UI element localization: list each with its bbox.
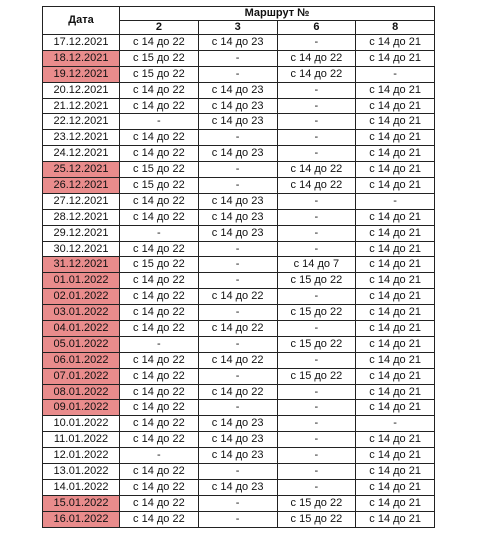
route-6-time-cell: с 15 до 22 — [277, 336, 356, 352]
route-2-time-cell: - — [120, 114, 199, 130]
date-cell: 29.12.2021 — [43, 225, 120, 241]
date-cell: 04.01.2022 — [43, 321, 120, 337]
table-row — [43, 66, 435, 82]
date-cell: 21.12.2021 — [43, 98, 120, 114]
route-6-time-cell: с 14 до 7 — [277, 257, 356, 273]
route-3-time-cell: с 14 до 23 — [198, 209, 277, 225]
route-2-time-cell: с 14 до 22 — [120, 432, 199, 448]
route-6-time-cell: с 14 до 22 — [277, 66, 356, 82]
route-3-time-cell: - — [198, 162, 277, 178]
route-3-time-cell: с 14 до 23 — [198, 432, 277, 448]
route-6-time-cell: - — [277, 82, 356, 98]
route-8-time-cell: с 14 до 21 — [356, 448, 435, 464]
route-3-time-cell: - — [198, 464, 277, 480]
table-row — [43, 35, 435, 51]
table-row — [43, 241, 435, 257]
table-row — [43, 495, 435, 511]
date-cell: 08.01.2022 — [43, 384, 120, 400]
route-8-time-cell: с 14 до 21 — [356, 289, 435, 305]
route-6-time-cell: - — [277, 35, 356, 51]
date-cell: 16.01.2022 — [43, 511, 120, 527]
route-8-time-cell: с 14 до 21 — [356, 336, 435, 352]
route-3-time-cell: с 14 до 23 — [198, 98, 277, 114]
route-3-time-cell: с 14 до 23 — [198, 114, 277, 130]
route-3-time-cell: - — [198, 273, 277, 289]
route-2-time-cell: с 14 до 22 — [120, 400, 199, 416]
table-row — [43, 321, 435, 337]
route-3-time-cell: - — [198, 368, 277, 384]
route-8-time-cell: с 14 до 21 — [356, 178, 435, 194]
route-2-time-cell: - — [120, 336, 199, 352]
route-8-time-cell: с 14 до 21 — [356, 35, 435, 51]
table-row — [43, 162, 435, 178]
date-cell: 02.01.2022 — [43, 289, 120, 305]
table-row — [43, 50, 435, 66]
date-cell: 12.01.2022 — [43, 448, 120, 464]
route-6-time-cell: - — [277, 432, 356, 448]
route-3-time-cell: - — [198, 130, 277, 146]
route-3-time-cell: с 14 до 23 — [198, 479, 277, 495]
date-cell: 13.01.2022 — [43, 464, 120, 480]
route-2-time-cell: с 15 до 22 — [120, 257, 199, 273]
route-3-time-cell: с 14 до 22 — [198, 384, 277, 400]
route-number-3: 3 — [198, 21, 277, 35]
route-3-time-cell: с 14 до 23 — [198, 225, 277, 241]
route-8-time-cell: - — [356, 416, 435, 432]
route-6-time-cell: - — [277, 464, 356, 480]
route-2-time-cell: с 14 до 22 — [120, 289, 199, 305]
route-2-time-cell: с 14 до 22 — [120, 82, 199, 98]
route-8-time-cell: с 14 до 21 — [356, 209, 435, 225]
table-row — [43, 273, 435, 289]
date-cell: 03.01.2022 — [43, 305, 120, 321]
route-2-time-cell: с 14 до 22 — [120, 130, 199, 146]
table-row — [43, 82, 435, 98]
date-cell: 14.01.2022 — [43, 479, 120, 495]
table-row — [43, 511, 435, 527]
route-6-time-cell: - — [277, 209, 356, 225]
route-2-time-cell: с 14 до 22 — [120, 35, 199, 51]
route-8-time-cell: с 14 до 21 — [356, 98, 435, 114]
route-8-time-cell: с 14 до 21 — [356, 352, 435, 368]
route-8-time-cell: с 14 до 21 — [356, 384, 435, 400]
route-8-time-cell: с 14 до 21 — [356, 368, 435, 384]
route-6-time-cell: - — [277, 114, 356, 130]
date-cell: 11.01.2022 — [43, 432, 120, 448]
date-cell: 15.01.2022 — [43, 495, 120, 511]
table-row — [43, 98, 435, 114]
route-number-8: 8 — [356, 21, 435, 35]
table-row — [43, 352, 435, 368]
table-row — [43, 146, 435, 162]
table-row — [43, 289, 435, 305]
route-3-time-cell: с 14 до 23 — [198, 82, 277, 98]
date-cell: 26.12.2021 — [43, 178, 120, 194]
route-2-time-cell: с 14 до 22 — [120, 305, 199, 321]
route-2-time-cell: с 14 до 22 — [120, 321, 199, 337]
date-cell: 01.01.2022 — [43, 273, 120, 289]
route-3-time-cell: с 14 до 23 — [198, 416, 277, 432]
route-8-time-cell: с 14 до 21 — [356, 146, 435, 162]
route-3-time-cell: с 14 до 22 — [198, 289, 277, 305]
route-3-time-cell: - — [198, 241, 277, 257]
route-3-time-cell: с 14 до 22 — [198, 352, 277, 368]
route-6-time-cell: - — [277, 146, 356, 162]
route-6-time-cell: - — [277, 98, 356, 114]
date-cell: 31.12.2021 — [43, 257, 120, 273]
route-8-time-cell: с 14 до 21 — [356, 400, 435, 416]
route-2-time-cell: с 14 до 22 — [120, 209, 199, 225]
route-2-time-cell: с 14 до 22 — [120, 368, 199, 384]
route-8-time-cell: - — [356, 66, 435, 82]
header-row — [43, 7, 435, 21]
table-row — [43, 178, 435, 194]
date-cell: 24.12.2021 — [43, 146, 120, 162]
route-2-time-cell: с 14 до 22 — [120, 511, 199, 527]
route-2-time-cell: с 14 до 22 — [120, 98, 199, 114]
table-row — [43, 305, 435, 321]
route-8-time-cell: с 14 до 21 — [356, 241, 435, 257]
route-8-time-cell: с 14 до 21 — [356, 464, 435, 480]
date-cell: 30.12.2021 — [43, 241, 120, 257]
route-2-time-cell: с 14 до 22 — [120, 241, 199, 257]
route-3-time-cell: - — [198, 336, 277, 352]
route-6-time-cell: с 15 до 22 — [277, 511, 356, 527]
route-6-time-cell: - — [277, 448, 356, 464]
route-8-time-cell: - — [356, 193, 435, 209]
route-2-time-cell: с 14 до 22 — [120, 146, 199, 162]
route-6-time-cell: - — [277, 384, 356, 400]
schedule-table — [42, 6, 435, 528]
route-6-time-cell: с 14 до 22 — [277, 50, 356, 66]
route-3-time-cell: с 14 до 23 — [198, 193, 277, 209]
route-3-time-cell: - — [198, 257, 277, 273]
date-cell: 22.12.2021 — [43, 114, 120, 130]
route-6-time-cell: с 15 до 22 — [277, 305, 356, 321]
route-2-time-cell: с 14 до 22 — [120, 273, 199, 289]
route-6-time-cell: - — [277, 416, 356, 432]
route-2-time-cell: с 14 до 22 — [120, 352, 199, 368]
date-cell: 10.01.2022 — [43, 416, 120, 432]
table-row — [43, 193, 435, 209]
route-2-time-cell: - — [120, 225, 199, 241]
date-cell: 25.12.2021 — [43, 162, 120, 178]
date-cell: 23.12.2021 — [43, 130, 120, 146]
date-cell: 20.12.2021 — [43, 82, 120, 98]
route-6-time-cell: - — [277, 241, 356, 257]
route-2-time-cell: с 14 до 22 — [120, 384, 199, 400]
route-8-time-cell: с 14 до 21 — [356, 257, 435, 273]
route-3-time-cell: - — [198, 400, 277, 416]
table-row — [43, 209, 435, 225]
table-row — [43, 368, 435, 384]
date-cell: 27.12.2021 — [43, 193, 120, 209]
route-8-time-cell: с 14 до 21 — [356, 225, 435, 241]
route-3-time-cell: - — [198, 511, 277, 527]
route-3-time-cell: с 14 до 23 — [198, 448, 277, 464]
route-8-time-cell: с 14 до 21 — [356, 511, 435, 527]
route-2-time-cell: с 15 до 22 — [120, 50, 199, 66]
date-cell: 28.12.2021 — [43, 209, 120, 225]
route-3-time-cell: с 14 до 23 — [198, 35, 277, 51]
table-row — [43, 114, 435, 130]
route-2-time-cell: с 15 до 22 — [120, 162, 199, 178]
route-6-time-cell: - — [277, 479, 356, 495]
route-8-time-cell: с 14 до 21 — [356, 479, 435, 495]
route-8-time-cell: с 14 до 21 — [356, 50, 435, 66]
route-8-time-cell: с 14 до 21 — [356, 82, 435, 98]
route-number-6: 6 — [277, 21, 356, 35]
date-column-header: Дата — [43, 7, 120, 35]
route-6-time-cell: - — [277, 400, 356, 416]
route-8-time-cell: с 14 до 21 — [356, 162, 435, 178]
route-8-time-cell: с 14 до 21 — [356, 273, 435, 289]
route-3-time-cell: с 14 до 23 — [198, 146, 277, 162]
route-6-time-cell: - — [277, 289, 356, 305]
route-6-time-cell: - — [277, 321, 356, 337]
table-row — [43, 257, 435, 273]
table-row — [43, 400, 435, 416]
date-cell: 09.01.2022 — [43, 400, 120, 416]
date-cell: 18.12.2021 — [43, 50, 120, 66]
route-3-time-cell: с 14 до 22 — [198, 321, 277, 337]
route-3-time-cell: - — [198, 305, 277, 321]
date-cell: 06.01.2022 — [43, 352, 120, 368]
route-8-time-cell: с 14 до 21 — [356, 114, 435, 130]
route-6-time-cell: с 15 до 22 — [277, 495, 356, 511]
route-3-time-cell: - — [198, 66, 277, 82]
route-3-time-cell: - — [198, 178, 277, 194]
table-row — [43, 432, 435, 448]
schedule-body — [43, 35, 435, 528]
date-cell: 05.01.2022 — [43, 336, 120, 352]
route-2-time-cell: с 14 до 22 — [120, 464, 199, 480]
route-2-time-cell: - — [120, 448, 199, 464]
route-8-time-cell: с 14 до 21 — [356, 130, 435, 146]
route-2-time-cell: с 15 до 22 — [120, 66, 199, 82]
route-6-time-cell: - — [277, 193, 356, 209]
route-6-time-cell: - — [277, 225, 356, 241]
route-6-time-cell: с 15 до 22 — [277, 273, 356, 289]
route-3-time-cell: - — [198, 50, 277, 66]
route-6-time-cell: - — [277, 352, 356, 368]
table-row — [43, 336, 435, 352]
route-3-time-cell: - — [198, 495, 277, 511]
date-cell: 07.01.2022 — [43, 368, 120, 384]
route-2-time-cell: с 14 до 22 — [120, 193, 199, 209]
table-row — [43, 225, 435, 241]
route-2-time-cell: с 15 до 22 — [120, 178, 199, 194]
route-2-time-cell: с 14 до 22 — [120, 416, 199, 432]
route-2-time-cell: с 14 до 22 — [120, 479, 199, 495]
date-cell: 17.12.2021 — [43, 35, 120, 51]
route-8-time-cell: с 14 до 21 — [356, 321, 435, 337]
route-2-time-cell: с 14 до 22 — [120, 495, 199, 511]
route-8-time-cell: с 14 до 21 — [356, 305, 435, 321]
table-row — [43, 416, 435, 432]
route-number-2: 2 — [120, 21, 199, 35]
table-row — [43, 464, 435, 480]
date-cell: 19.12.2021 — [43, 66, 120, 82]
route-6-time-cell: - — [277, 130, 356, 146]
table-row — [43, 479, 435, 495]
table-row — [43, 130, 435, 146]
route-column-header: Маршрут № — [120, 7, 435, 21]
route-6-time-cell: с 15 до 22 — [277, 368, 356, 384]
table-row — [43, 448, 435, 464]
route-8-time-cell: с 14 до 21 — [356, 432, 435, 448]
table-row — [43, 384, 435, 400]
route-8-time-cell: с 14 до 21 — [356, 495, 435, 511]
route-6-time-cell: с 14 до 22 — [277, 162, 356, 178]
route-6-time-cell: с 14 до 22 — [277, 178, 356, 194]
